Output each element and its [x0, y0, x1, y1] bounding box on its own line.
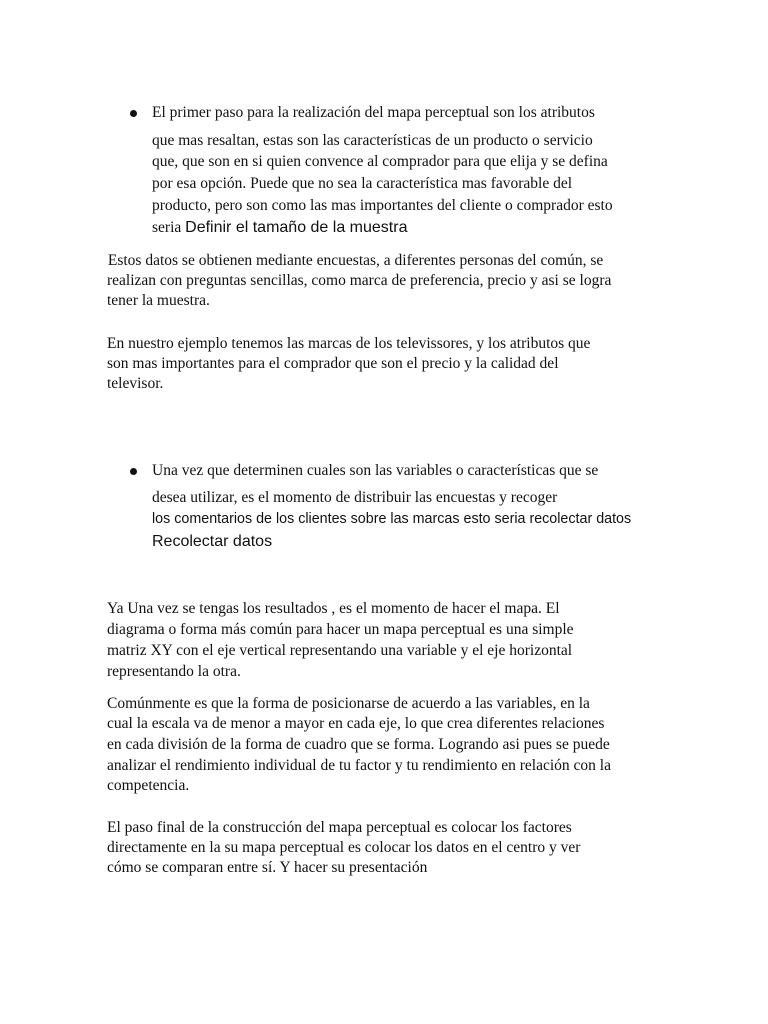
para-4-line-1: Comúnmente es que la forma de posicionarse de acuerdo a las variables, en la — [107, 695, 590, 712]
bullet-1-line-1: El primer paso para la realización del mapa perceptual son los atributos — [152, 104, 595, 121]
bullet-1-prefix: seria — [152, 219, 186, 236]
para-4-line-4: analizar el rendimiento individual de tu factor y tu rendimiento en relación con la — [107, 757, 611, 774]
para-5-line-2: directamente en la su mapa perceptual es colocar los datos en el centro y ver — [107, 839, 581, 856]
bullet-1-line-6 — [152, 218, 407, 239]
bullet-dot-2 — [130, 468, 137, 475]
para-3-line-3: matriz XY con el eje vertical representando una variable y el eje horizontal — [107, 642, 573, 659]
para-2-line-1: En nuestro ejemplo tenemos las marcas de los televissores, y los atributos que — [107, 335, 591, 352]
para-4-line-3: en cada división de la forma de cuadro que se forma. Logrando asi pues se puede — [107, 736, 610, 753]
para-2-line-3: televisor. — [107, 375, 164, 392]
heading-recolectar-datos: Recolectar datos — [152, 533, 273, 550]
para-4-line-2: cual la escala va de menor a mayor en cada eje, lo que crea diferentes relaciones — [107, 715, 605, 732]
bullet-2-line-3: los comentarios de los clientes sobre las marcas esto seria recolectar datos — [152, 511, 632, 527]
bullet-1-line-2: que mas resaltan, estas son las características de un producto o servicio — [152, 132, 593, 149]
bullet-2-line-2: desea utilizar, es el momento de distribuir las encuestas y recoger — [152, 489, 558, 506]
heading-definir-muestra: Definir el tamaño de la muestra — [185, 219, 408, 236]
bullet-1-line-5: producto, pero son como las mas importantes del cliente o comprador esto — [152, 197, 613, 214]
para-4-line-5: competencia. — [107, 777, 190, 794]
para-3-line-4: representando la otra. — [107, 663, 241, 680]
bullet-1-line-4: por esa opción. Puede que no sea la característica mas favorable del — [152, 175, 573, 192]
para-1-line-1: Estos datos se obtienen mediante encuestas, a diferentes personas del común, se — [104, 252, 604, 269]
para-2-line-2: son mas importantes para el comprador que son el precio y la calidad del — [107, 355, 559, 372]
para-1-line-3: tener la muestra. — [107, 292, 210, 309]
bullet-2-line-1: Una vez que determinen cuales son las variables o características que se — [152, 462, 599, 479]
para-3-line-2: diagrama o forma más común para hacer un mapa perceptual es una simple — [107, 621, 574, 638]
para-5-line-1: El paso final de la construcción del mapa perceptual es colocar los factores — [107, 819, 572, 836]
para-3-line-1: Ya Una vez se tengas los resultados , es el momento de hacer el mapa. El — [107, 600, 560, 617]
para-5-line-3: cómo se comparan entre sí. Y hacer su presentación — [107, 859, 428, 876]
bullet-1-line-3: que, que son en si quien convence al comprador para que elija y se defina — [152, 153, 608, 170]
bullet-dot-1 — [130, 110, 137, 117]
para-1-line-2: realizan con preguntas sencillas, como marca de preferencia, precio y asi se logra — [107, 272, 612, 289]
